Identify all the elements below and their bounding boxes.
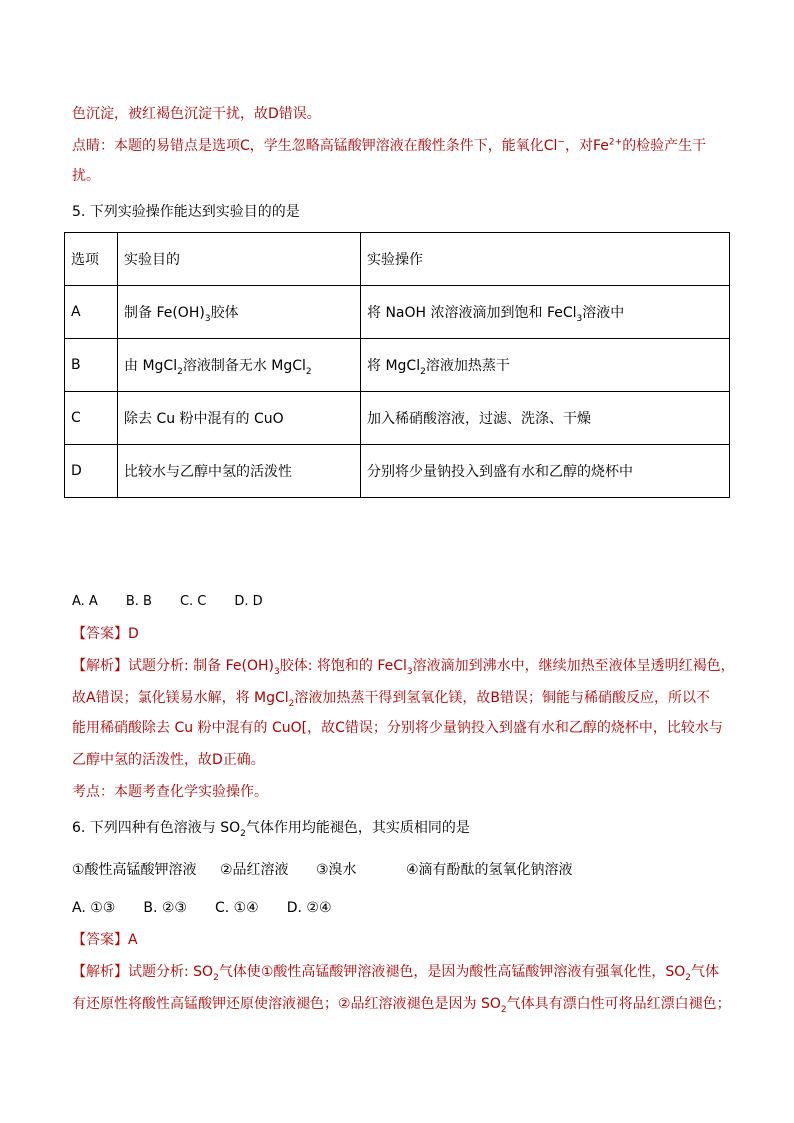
q5-analysis-line-3: [72, 718, 723, 738]
table-row: [65, 392, 730, 445]
row-operation: 加入稀硝酸溶液，过滤、洗涤、干燥: [361, 392, 730, 445]
row-goal: 由 MgCl$_2$溶液制备无水 MgCl$_2$: [118, 339, 361, 392]
table-row: [65, 339, 730, 392]
row-option: A: [65, 286, 118, 339]
header-operation: 实验操作: [361, 233, 730, 286]
note-label: 点睛：: [72, 138, 114, 154]
q6-analysis-line-2: 有还原性将酸性高锰酸钾还原使溶液褪色；②品红溶液褪色是因为 $SO_2$气体具有漂白性可将品红漂白褪色；: [72, 996, 731, 1015]
analysis-text: 能用稀硝酸除去 Cu 粉中混有的 CuO[，故C错误；分别将少量钠投入到盛有水和乙醇的烧杯中，比较水与: [72, 720, 723, 736]
note-line-2: [72, 166, 100, 186]
note-text-b: ，对Fe: [565, 138, 609, 154]
q6-item-4: ④滴有酚酞的氢氧化钠溶液: [406, 862, 573, 878]
q5-analysis-line-1: 【解析】试题分析: 制备 $Fe(OH)_3$胶体: 将饱和的 FeCl$_3$溶液滴加到沸水中，继续加热至液体呈透明红褐色，: [72, 658, 735, 677]
q6-choices: [72, 898, 360, 918]
q6-item-2: ②品红溶液: [220, 862, 289, 878]
continuation-line: [72, 104, 321, 124]
choice-b: B. B: [125, 594, 152, 609]
q6-analysis-line-1: 【解析】试题分析: $SO_2$气体使①酸性高锰酸钾溶液褪色，是因为酸性高锰酸钾溶液有强氧化性，$SO_2$气体: [72, 964, 720, 983]
q6-items: [72, 860, 573, 880]
row-option: C: [65, 392, 118, 445]
q6-item-3: ③溴水: [316, 862, 357, 878]
row-goal: 比较水与乙醇中氢的活泼性: [118, 445, 361, 498]
q5-answer-text: 【答案】D: [72, 626, 139, 642]
note-text-2: 扰。: [72, 168, 100, 184]
note-text-a: 本题的易错点是选项C，学生忽略高锰酸钾溶液在酸性条件下，能氧化Cl: [114, 138, 558, 154]
q6-answer: [72, 930, 138, 950]
q5-stem-text: 5. 下列实验操作能达到实验目的的是: [72, 204, 300, 220]
row-operation: 将 NaOH 浓溶液滴加到饱和 FeCl$_3$溶液中: [361, 286, 730, 339]
row-goal: 除去 Cu 粉中混有的 CuO: [118, 392, 361, 445]
row-option: D: [65, 445, 118, 498]
header-option: 选项: [65, 233, 118, 286]
q5-choices: [72, 592, 291, 612]
q5-kaodian: [72, 782, 268, 802]
row-goal: 制备 $Fe(OH)_3$胶体: [118, 286, 361, 339]
note-sup-1: −: [557, 137, 565, 148]
q6-stem: 6. 下列四种有色溶液与 $SO_2$气体作用均能褪色，其实质相同的是: [72, 820, 470, 839]
analysis-label: 【解析】: [72, 658, 128, 674]
choice-a: A. ①③: [72, 900, 116, 916]
note-text-c: 的检验产生干: [622, 138, 707, 154]
q6-item-1: ①酸性高锰酸钾溶液: [72, 862, 197, 878]
table-row: [65, 286, 730, 339]
choice-d: D. D: [234, 594, 263, 609]
q5-analysis-line-2: 故A错误；氯化镁易水解，将 MgCl$_2$溶液加热蒸干得到氢氧化镁，故B错误；铜能与稀硝酸反应，所以不: [72, 690, 711, 709]
row-operation: 将 MgCl$_2$溶液加热蒸干: [361, 339, 730, 392]
header-goal: 实验目的: [118, 233, 361, 286]
q5-stem: [72, 202, 300, 222]
analysis-text: 乙醇中氢的活泼性，故D正确。: [72, 752, 265, 768]
row-operation: 分别将少量钠投入到盛有水和乙醇的烧杯中: [361, 445, 730, 498]
choice-c: C. ①④: [214, 900, 259, 916]
choice-d: D. ②④: [286, 900, 332, 916]
choice-a: A. A: [72, 594, 98, 609]
table-row: [65, 445, 730, 498]
q6-answer-text: 【答案】A: [72, 932, 138, 948]
analysis-label: 【解析】: [72, 964, 128, 980]
kaodian-text: 考点：本题考查化学实验操作。: [72, 784, 268, 800]
row-option: B: [65, 339, 118, 392]
table-header-row: [65, 233, 730, 286]
continuation-text: 色沉淀，被红褐色沉淀干扰，故D错误。: [72, 106, 321, 122]
note-sup-2: 2+: [608, 137, 623, 148]
q5-answer: [72, 624, 139, 644]
note-line: [72, 136, 706, 156]
q5-analysis-line-4: [72, 750, 265, 770]
choice-c: C. C: [179, 594, 207, 609]
choice-b: B. ②③: [143, 900, 187, 916]
q5-table: [64, 232, 730, 498]
